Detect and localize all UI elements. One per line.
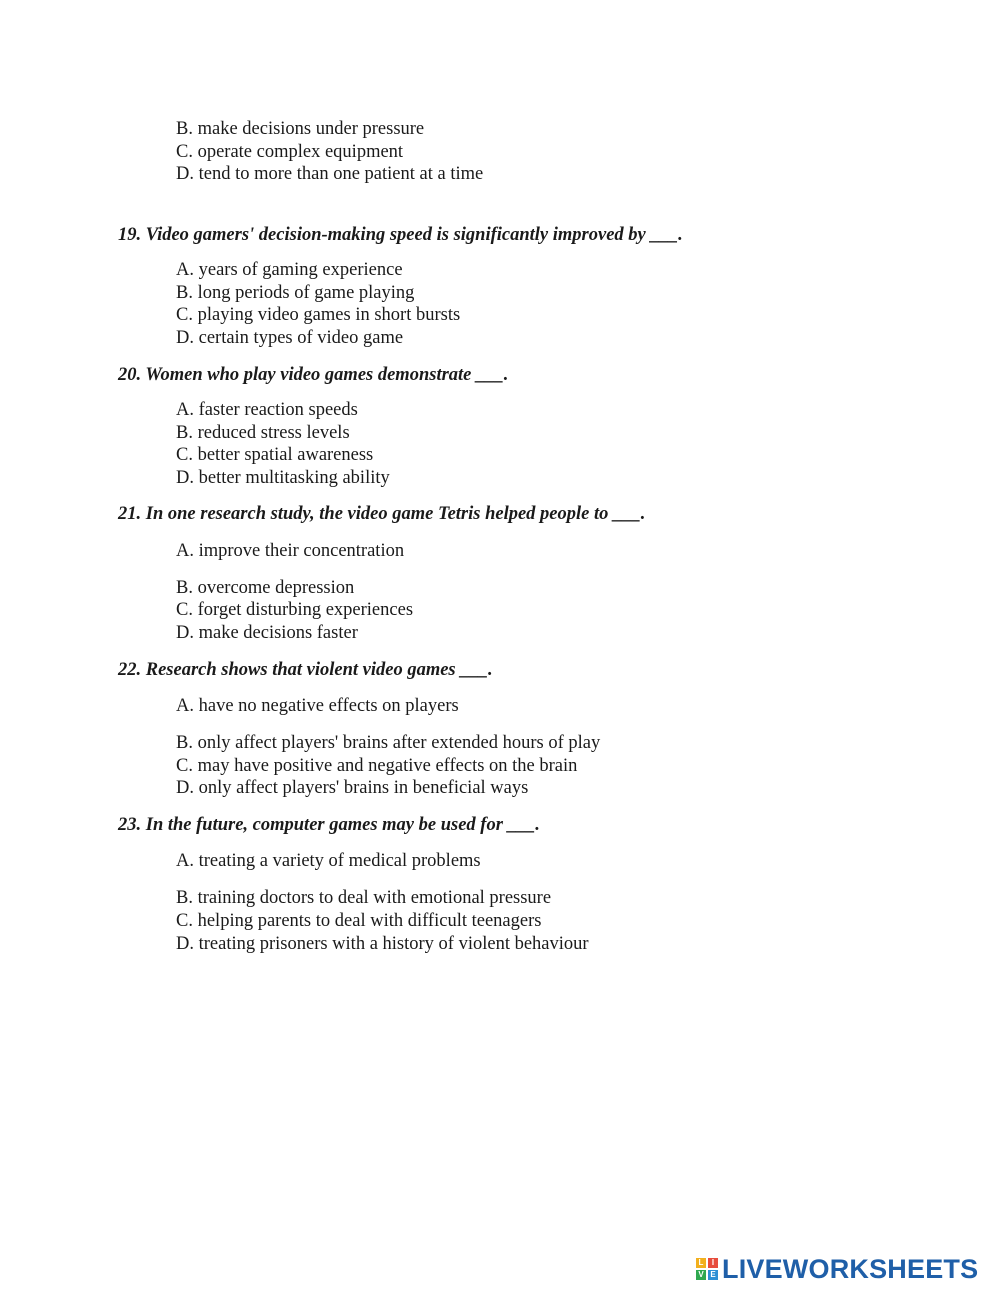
q19-option-c[interactable]: C. playing video games in short bursts (176, 305, 461, 325)
q22-option-c[interactable]: C. may have positive and negative effects on the brain (176, 756, 578, 776)
q23-option-d[interactable]: D. treating prisoners with a history of violent behaviour (176, 934, 589, 954)
q19-option-a[interactable]: A. years of gaming experience (176, 260, 403, 280)
q23-option-b[interactable]: B. training doctors to deal with emotional pressure (176, 888, 552, 908)
q21-option-c[interactable]: C. forget disturbing experiences (176, 600, 414, 620)
q19-option-b[interactable]: B. long periods of game playing (176, 283, 415, 303)
question-22-text: 22. Research shows that violent video games ___. (118, 660, 493, 680)
logo-block-e: E (708, 1270, 718, 1280)
q22-option-b[interactable]: B. only affect players' brains after extended hours of play (176, 733, 601, 753)
question-19-text: 19. Video gamers' decision-making speed is significantly improved by ___. (118, 225, 683, 245)
logo-block-v: V (696, 1270, 706, 1280)
question-20-text: 20. Women who play video games demonstrate ___. (118, 365, 509, 385)
q20-option-a[interactable]: A. faster reaction speeds (176, 400, 358, 420)
question-21-text: 21. In one research study, the video game Tetris helped people to ___. (118, 504, 646, 524)
logo-blocks-icon (696, 1258, 718, 1280)
q21-option-d[interactable]: D. make decisions faster (176, 623, 358, 643)
q20-option-c[interactable]: C. better spatial awareness (176, 445, 374, 465)
q21-option-b[interactable]: B. overcome depression (176, 578, 355, 598)
logo-block-l: L (696, 1258, 706, 1268)
prev-option-b: B. make decisions under pressure (176, 119, 425, 139)
prev-option-c: C. operate complex equipment (176, 142, 404, 162)
q23-option-c[interactable]: C. helping parents to deal with difficult teenagers (176, 911, 542, 931)
liveworksheets-logo (696, 1253, 978, 1285)
q21-option-a[interactable]: A. improve their concentration (176, 541, 405, 561)
q23-option-a[interactable]: A. treating a variety of medical problems (176, 851, 481, 871)
prev-option-d: D. tend to more than one patient at a time (176, 164, 484, 184)
q19-option-d[interactable]: D. certain types of video game (176, 328, 404, 348)
question-23-text: 23. In the future, computer games may be used for ___. (118, 815, 540, 835)
q22-option-a[interactable]: A. have no negative effects on players (176, 696, 459, 716)
q20-option-d[interactable]: D. better multitasking ability (176, 468, 390, 488)
q20-option-b[interactable]: B. reduced stress levels (176, 423, 350, 443)
logo-text: LIVEWORKSHEETS (722, 1254, 979, 1284)
q22-option-d[interactable]: D. only affect players' brains in beneficial ways (176, 778, 529, 798)
logo-block-i: I (708, 1258, 718, 1268)
